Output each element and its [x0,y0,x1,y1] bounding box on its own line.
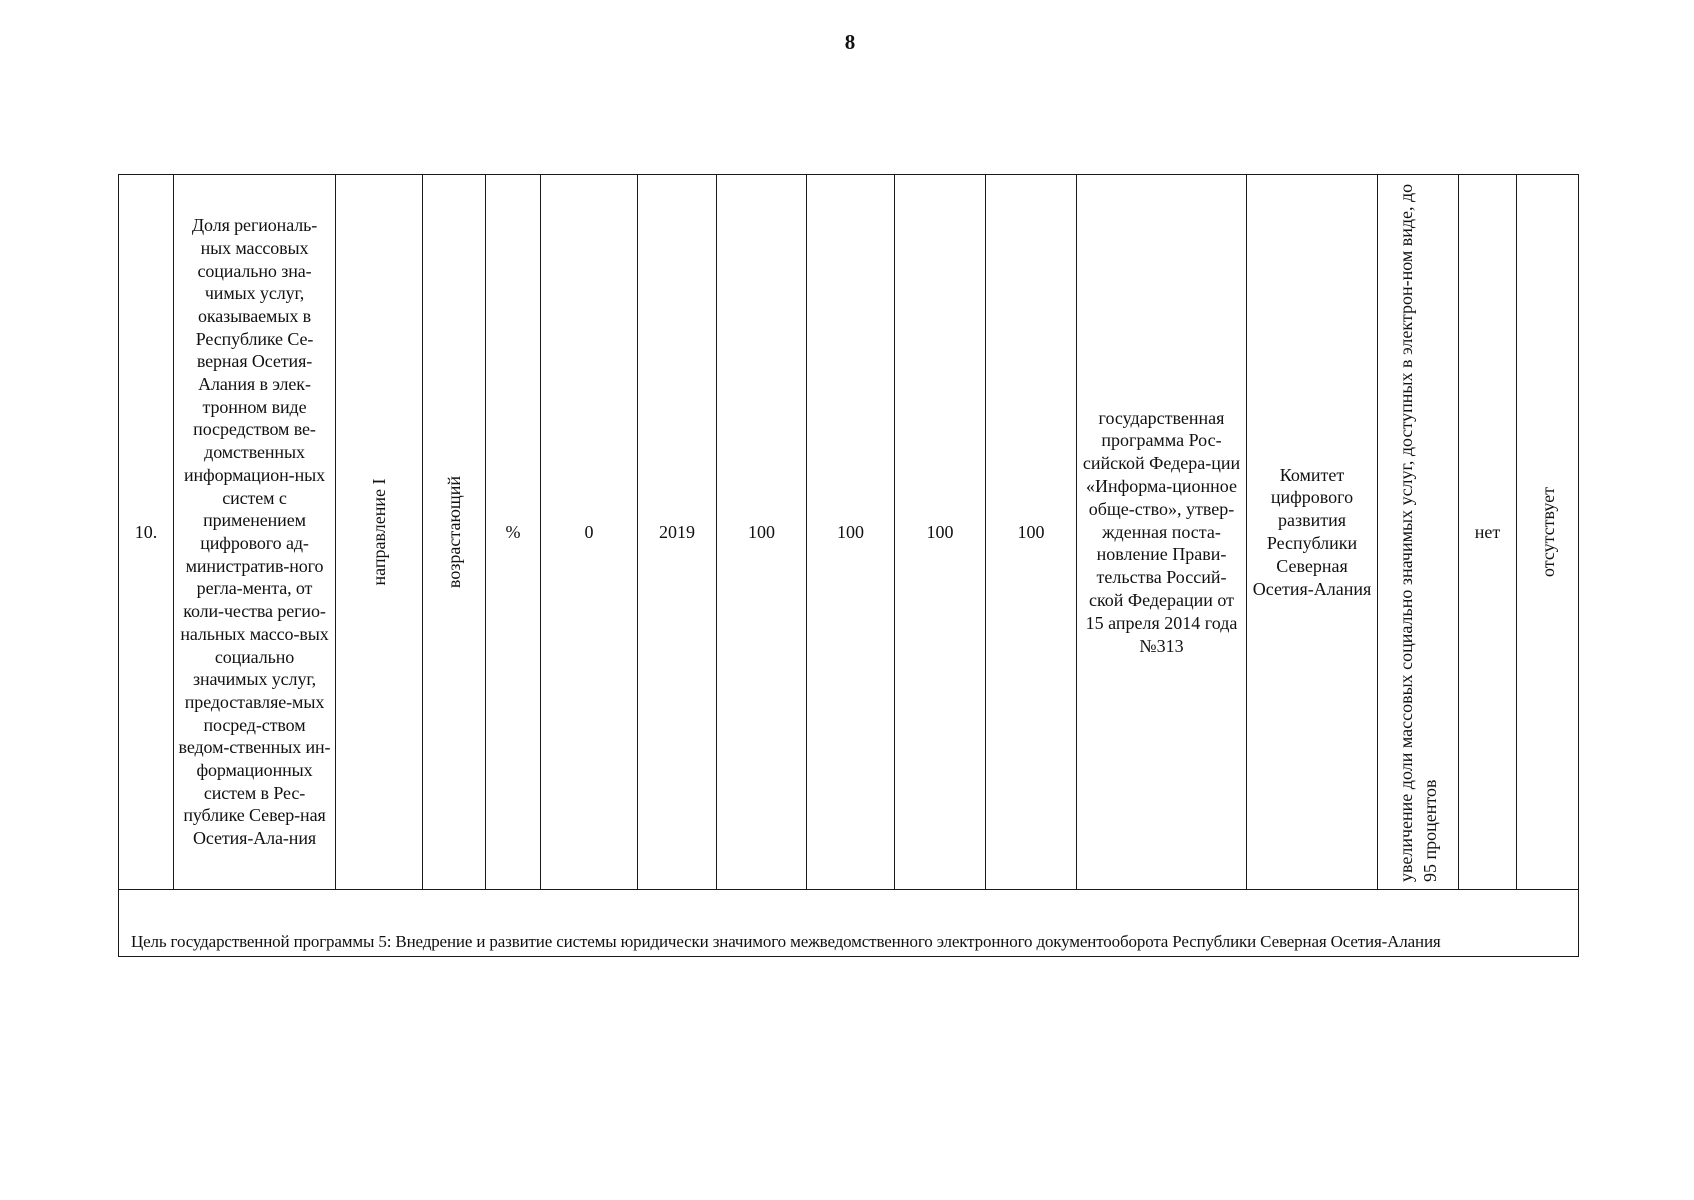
indicator-table [118,174,1579,957]
info-system-cell [1517,175,1579,890]
row-number: 10. [134,521,158,542]
indicator-name: Доля региональ-ных массовых социально зна-чимых услуг, оказываемых в Республике Се-верная Осетия-Алания в элек-тронном виде посредством ве-домственных информацион-ных систем с применением цифрового ад-министратив-ного регла-мента, от коли-чества регио-нальных массо-вых социально значимых услуг, предоставляе-мых посред-ством ведом-ственных ин-формационных систем в Рес-публике Север-ная Осетия-Ала-ния [178,215,331,849]
goal-text: Цель государственной программы 5: Внедрение и развитие системы юридически значимого межведомственного электронного документооборота Республики Северная Осетия-Алания [131,932,1441,952]
value-4: 100 [1017,521,1045,542]
program-document: государственная программа Рос-сийской Федера-ции «Информа-ционное обще-ство», утвер-жденная поста-новление Прави-тельства Россий-ской Федерации от 15 апреля 2014 года №313 [1082,407,1241,656]
row-number-cell [119,175,174,890]
goal-row [119,890,1579,957]
value-2-cell [807,175,895,890]
direction-cell [336,175,423,890]
responsible-body: Комитет цифрового развития Республики Северная Осетия-Алания [1252,464,1372,599]
base-value: 0 [584,521,594,542]
direction-text: направление I [369,478,389,586]
trend-text: возрастающий [444,475,464,589]
base-year-cell [638,175,717,890]
responsible-cell [1247,175,1378,890]
value-2: 100 [837,521,864,542]
unit-text: % [505,521,521,542]
goal-cell [119,890,1579,957]
program-document-cell [1077,175,1247,890]
value-3: 100 [926,521,954,542]
table-row [119,175,1579,890]
value-1-cell [717,175,807,890]
value-4-cell [986,175,1077,890]
risk-cell [1459,175,1517,890]
unit-cell [486,175,541,890]
trend-cell [423,175,486,890]
indicator-name-cell [174,175,336,890]
expected-result-text: увеличение доли массовых социально значимых услуг, доступных в электрон-ном виде, до 95 процентов [1396,183,1440,882]
risk-text: нет [1474,521,1501,542]
base-year: 2019 [659,521,695,542]
value-1: 100 [748,521,775,542]
expected-result-cell [1378,175,1459,890]
base-value-cell [541,175,638,890]
page-number: 8 [844,30,856,54]
info-system-text: отсутствует [1537,486,1558,578]
value-3-cell [895,175,986,890]
